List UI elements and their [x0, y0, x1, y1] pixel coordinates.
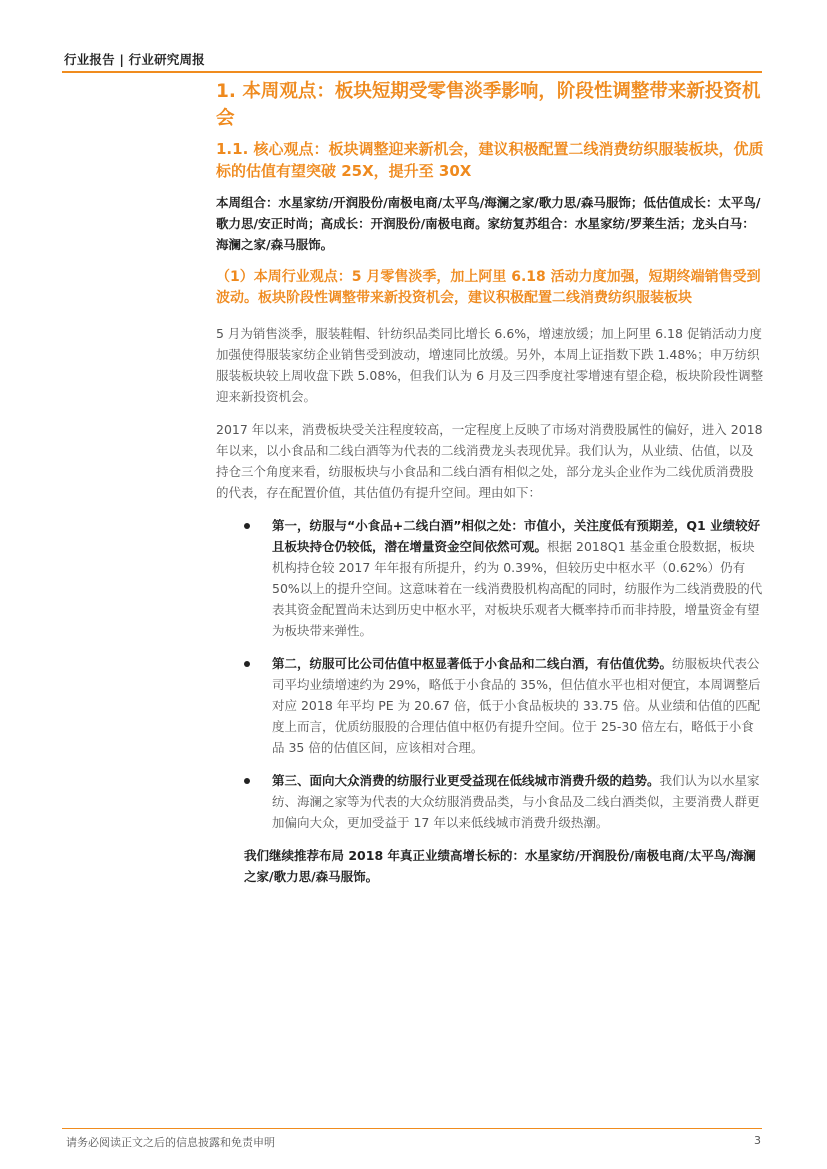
header-divider [62, 71, 762, 73]
bullet-lead: 第三、面向大众消费的纺服行业更受益现在低线城市消费升级的趋势。 [272, 773, 660, 788]
bullet-lead: 第一，纺服与“小食品+二线白酒”相似之处：市值小，关注度低有预期差，Q1 业绩较好且板块持仓仍较低，潜在增量资金空间依然可观。 [272, 518, 761, 554]
bullet-icon [244, 523, 250, 529]
recommendation-paragraph: 我们继续推荐布局 2018 年真正业绩高增长标的：水星家纺/开润股份/南极电商/太平鸟/海澜之家/歌力思/森马服饰。 [244, 848, 756, 884]
bullet-lead: 第二，纺服可比公司估值中枢显著低于小食品和二线白酒，有估值优势。 [272, 656, 673, 671]
section-subtitle: 1.1. 核心观点：板块调整迎来新机会，建议积极配置二线消费纺织服装板块，优质标的估值有望突破 25X，提升至 30X [216, 140, 764, 180]
bullet-icon [244, 778, 250, 784]
bullet-icon [244, 661, 250, 667]
bullet-text: 纺服板块代表公司平均业绩增速约为 29%，略低于小食品的 35%，但估值水平也相对便宜，本周调整后对应 2018 年平均 PE 为 20.67 倍，低于小食品板块的 33.75 倍。从业绩和估值的匹配度上而言，优质纺服股的合理估值中枢仍有提升空间。位于 25-30 倍左右，略低于小食品 35 倍的估值区间，应该相对合理。 [272, 656, 761, 755]
section-title: 1. 本周观点：板块短期受零售淡季影响，阶段性调整带来新投资机会 [216, 81, 761, 129]
bullet-text: 根据 2018Q1 基金重仓股数据，板块机构持仓较 2017 年年报有所提升，约为 0.39%，但较历史中枢水平（0.62%）仍有 50%以上的提升空间。这意味着在一线消费股机构高配的同时，纺服作为二线消费股的代表其资金配置尚未达到历史中枢水平，对板块乐观者大概率持币而非持股，增量资金有望为板块带来弹性。 [272, 539, 763, 638]
industry-view-heading: （1）本周行业观点：5 月零售淡季，加上阿里 6.18 活动力度加强，短期终端销售受到波动。板块阶段性调整带来新投资机会，建议积极配置二线消费纺织服装板块 [216, 269, 761, 306]
portfolio-paragraph: 本周组合：水星家纺/开润股份/南极电商/太平鸟/海澜之家/歌力思/森马服饰；低估值成长：太平鸟/歌力思/安正时尚；高成长：开润股份/南极电商。家纺复苏组合：水星家纺/罗莱生活；龙头白马：海澜之家/森马服饰。 [216, 195, 761, 252]
list-item [216, 770, 764, 833]
main-content [216, 78, 764, 887]
body-paragraph: 2017 年以来，消费板块受关注程度较高，一定程度上反映了市场对消费股属性的偏好，进入 2018 年以来，以小食品和二线白酒等为代表的二线消费龙头表现优异。我们认为，从业绩、估值，以及持仓三个角度来看，纺服板块与小食品和二线白酒有相似之处，部分龙头企业作为二线优质消费股的代表，存在配置价值，其估值仍有提升空间。理由如下： [216, 422, 763, 500]
report-header: 行业报告 | 行业研究周报 [64, 52, 205, 67]
footer-disclaimer: 请务必阅读正文之后的信息披露和免责申明 [66, 1136, 275, 1149]
list-item [216, 653, 764, 758]
list-item [216, 515, 764, 641]
bullet-text: 我们认为以水星家纺、海澜之家等为代表的大众纺服消费品类，与小食品及二线白酒类似，主要消费人群更加偏向大众，更加受益于 17 年以来低线城市消费升级热潮。 [272, 773, 760, 830]
body-paragraph: 5 月为销售淡季，服装鞋帽、针纺织品类同比增长 6.6%，增速放缓；加上阿里 6.18 促销活动力度加强使得服装家纺企业销售受到波动，增速同比放缓。另外，本周上证指数下跌 1.48%；申万纺织服装板块较上周收盘下跌 5.08%，但我们认为 6 月及三四季度社零增速有望企稳，板块阶段性调整迎来新投资机会。 [216, 326, 764, 404]
footer-divider [62, 1128, 762, 1129]
page-number: 3 [754, 1134, 761, 1147]
reason-list [216, 515, 764, 833]
